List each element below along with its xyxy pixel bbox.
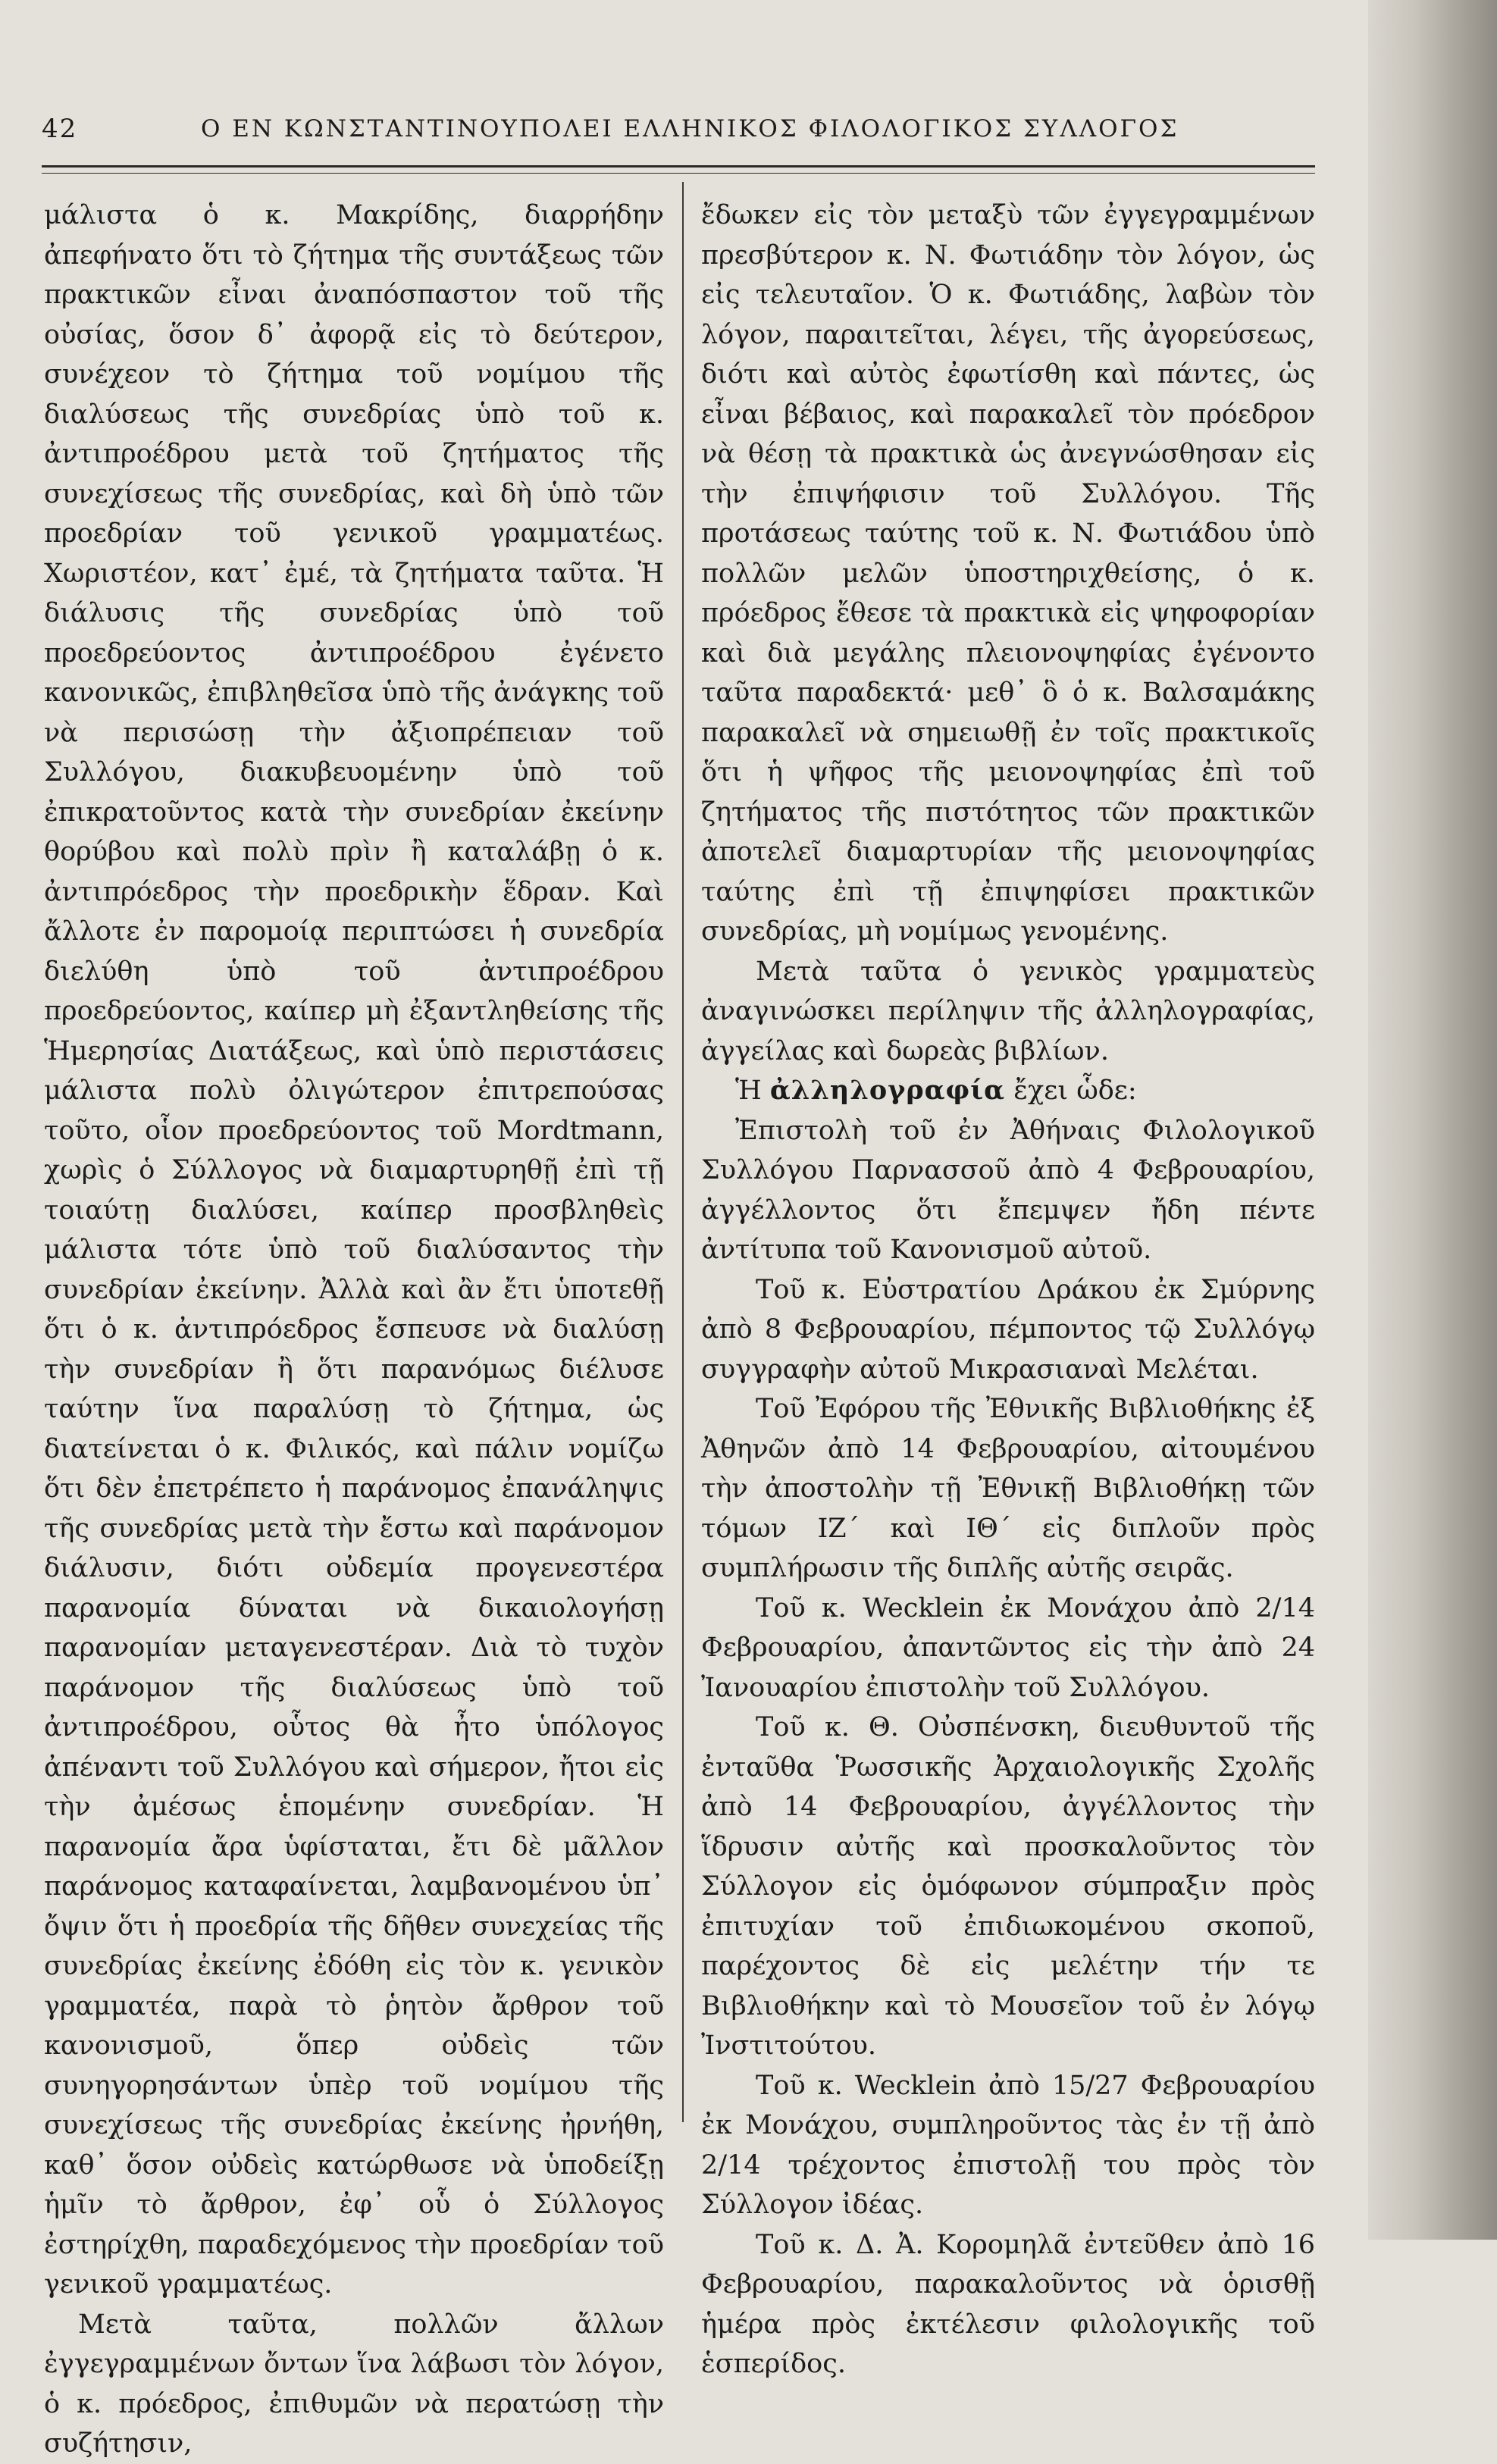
page-header [42, 106, 1315, 152]
paragraph: ἔδωκεν εἰς τὸν μεταξὺ τῶν ἐγγεγραμμένων πρεσβύτερον κ. Ν. Φωτιάδην τὸν λόγον, ὡς εἰς τελευταῖον. Ὁ κ. Φωτιάδης, λαβὼν τὸν λόγον, παραιτεῖται, λέγει, τῆς ἀγορεύσεως, διότι καὶ αὐτὸς ἐφωτίσθη καὶ πάντες, ὡς εἶναι βέβαιος, καὶ παρακαλεῖ τὸν πρόεδρον νὰ θέσῃ τὰ πρακτικὰ ὡς ἀνεγνώσθησαν εἰς τὴν ἐπιψήφισιν τοῦ Συλλόγου. Τῆς προτάσεως ταύτης τοῦ κ. Ν. Φωτιάδου ὑπὸ πολλῶν μελῶν ὑποστηριχθείσης, ὁ κ. πρόεδρος ἔθεσε τὰ πρακτικὰ εἰς ψηφοφορίαν καὶ διὰ μεγάλης πλειονοψηφίας ἐγένοντο ταῦτα παραδεκτά· μεθ᾽ ὃ ὁ κ. Βαλσαμάκης παρακαλεῖ νὰ σημειωθῇ ἐν τοῖς πρακτικοῖς ὅτι ἡ ψῆφος τῆς μειονοψηφίας ἐπὶ τοῦ ζητήματος τῆς πιστότητος τῶν πρακτικῶν ἀποτελεῖ διαμαρτυρίαν τῆς μειονοψηφίας ταύτης ἐπὶ τῇ ἐπιψηφίσει πρακτικῶν συνεδρίας, μὴ νομίμως γενομένης. [701, 200, 1315, 947]
paragraph: Μετὰ ταῦτα, πολλῶν ἄλλων ἐγγεγραμμένων ὄντων ἵνα λάβωσι τὸν λόγον, ὁ κ. πρόεδρος, ἐπιθυμῶν νὰ περατώσῃ τὴν συζήτησιν, [44, 2309, 664, 2459]
paragraph: Τοῦ κ. Wecklein ἐκ Μονάχου ἀπὸ 2/14 Φεβρουαρίου, ἀπαντῶντος εἰς τὴν ἀπὸ 24 Ἰανουαρίου ἐπιστολὴν τοῦ Συλλόγου. [701, 1592, 1315, 1703]
header-rule [42, 165, 1315, 168]
left-column [44, 196, 664, 2464]
running-title: Ο ΕΝ ΚΩΝΣΤΑΝΤΙΝΟΥΠΟΛΕΙ ΕΛΛΗΝΙΚΟΣ ΦΙΛΟΛΟΓΙΚΟΣ ΣΥΛΛΟΓΟΣ [201, 115, 1179, 142]
header-rule-thin [42, 173, 1315, 174]
paragraph: Τοῦ κ. Wecklein ἀπὸ 15/27 Φεβρουαρίου ἐκ Μονάχου, συμπληροῦντος τὰς ἐν τῇ ἀπὸ 2/14 τρέχοντος ἐπιστολῇ του πρὸς τὸν Σύλλογον ἰδέας. [701, 2070, 1315, 2220]
page-number: 42 [42, 114, 78, 144]
paragraph: Ἐπιστολὴ τοῦ ἐν Ἀθήναις Φιλολογικοῦ Συλλόγου Παρνασσοῦ ἀπὸ 4 Φεβρουαρίου, ἀγγέλλοντος ὅτι ἔπεμψεν ἤδη πέντε ἀντίτυπα τοῦ Κανονισμοῦ αὐτοῦ. [701, 1115, 1315, 1265]
correspondence-heading [701, 1071, 1315, 1111]
paragraph: Τοῦ κ. Εὐστρατίου Δράκου ἐκ Σμύρνης ἀπὸ 8 Φεβρουαρίου, πέμποντος τῷ Συλλόγῳ συγγραφὴν αὐτοῦ Μικρασιαναὶ Μελέται. [701, 1274, 1315, 1385]
paragraph: Τοῦ κ. Δ. Ἀ. Κορομηλᾶ ἐντεῦθεν ἀπὸ 16 Φεβρουαρίου, παρακαλοῦντος νὰ ὁρισθῇ ἡμέρα πρὸς ἐκτέλεσιν φιλολογικῆς τοῦ ἑσπερίδος. [701, 2229, 1315, 2379]
book-spine-shadow [1368, 0, 1497, 2240]
paragraph: Τοῦ Ἐφόρου τῆς Ἐθνικῆς Βιβλιοθήκης ἐξ Ἀθηνῶν ἀπὸ 14 Φεβρουαρίου, αἰτουμένου τὴν ἀποστολὴν τῇ Ἐθνικῇ Βιβλιοθήκῃ τῶν τόμων ΙΖ´ καὶ ΙΘ´ εἰς διπλοῦν πρὸς συμπλήρωσιν τῆς διπλῆς αὐτῆς σειρᾶς. [701, 1394, 1315, 1583]
heading-rest: ἔχει ὧδε: [1013, 1075, 1137, 1106]
paragraph: Τοῦ κ. Θ. Οὐσπένσκη, διευθυντοῦ τῆς ἐνταῦθα Ῥωσσικῆς Ἀρχαιολογικῆς Σχολῆς ἀπὸ 14 Φεβρουαρίου, ἀγγέλλοντος τὴν ἵδρυσιν αὐτῆς καὶ προσκαλοῦντος τὸν Σύλλογον εἰς ὁμόφωνον σύμπραξιν πρὸς ἐπιτυχίαν τοῦ ἐπιδιωκομένου σκοποῦ, παρέχοντος δὲ εἰς μελέτην τήν τε Βιβλιοθήκην καὶ τὸ Μουσεῖον τοῦ ἐν λόγῳ Ἰνστιτούτου. [701, 1712, 1315, 2061]
paragraph: Μετὰ ταῦτα ὁ γενικὸς γραμματεὺς ἀναγινώσκει περίληψιν τῆς ἀλληλογραφίας, ἀγγείλας καὶ δωρεὰς βιβλίων. [701, 956, 1315, 1066]
right-column [701, 196, 1315, 2384]
heading-article: Ἡ [735, 1075, 762, 1106]
column-divider [682, 182, 684, 2122]
paragraph: μάλιστα ὁ κ. Μακρίδης, διαρρήδην ἀπεφήνατο ὅτι τὸ ζήτημα τῆς συντάξεως τῶν πρακτικῶν εἶναι ἀναπόσπαστον τοῦ τῆς οὐσίας, ὅσον δ᾽ ἀφορᾷ εἰς τὸ δεύτερον, συνέχεον τὸ ζήτημα τοῦ νομίμου τῆς διαλύσεως τῆς συνεδρίας ὑπὸ τοῦ κ. ἀντιπροέδρου μετὰ τοῦ ζητήματος τῆς συνεχίσεως τῆς συνεδρίας, καὶ δὴ ὑπὸ τῶν προεδρίαν τοῦ γενικοῦ γραμματέως. Χωριστέον, κατ᾽ ἐμέ, τὰ ζητήματα ταῦτα. Ἡ διάλυσις τῆς συνεδρίας ὑπὸ τοῦ προεδρεύοντος ἀντιπροέδρου ἐγένετο κανονικῶς, ἐπιβληθεῖσα ὑπὸ τῆς ἀνάγκης τοῦ νὰ περισώσῃ τὴν ἀξιοπρέπειαν τοῦ Συλλόγου, διακυβευομένην ὑπὸ τοῦ ἐπικρατοῦντος κατὰ τὴν συνεδρίαν ἐκείνην θορύβου καὶ πολὺ πρὶν ἢ καταλάβῃ ὁ κ. ἀντιπρόεδρος τὴν προεδρικὴν ἕδραν. Καὶ ἄλλοτε ἐν παρομοίᾳ περιπτώσει ἡ συνεδρία διελύθη ὑπὸ τοῦ ἀντιπροέδρου προεδρεύοντος, καίπερ μὴ ἐξαντληθείσης τῆς Ἡμερησίας Διατάξεως, καὶ ὑπὸ περιστάσεις μάλιστα πολὺ ὀλιγώτερον ἐπιτρεπούσας τοῦτο, οἷον προεδρεύοντος τοῦ Mordtmann, χωρὶς ὁ Σύλλογος νὰ διαμαρτυρηθῇ ἐπὶ τῇ τοιαύτῃ διαλύσει, καίπερ προσβληθεὶς μάλιστα τότε ὑπὸ τοῦ διαλύσαντος τὴν συνεδρίαν ἐκείνην. Ἀλλὰ καὶ ἂν ἔτι ὑποτεθῇ ὅτι ὁ κ. ἀντιπρόεδρος ἔσπευσε νὰ διαλύσῃ τὴν συνεδρίαν ἢ ὅτι παρανόμως διέλυσε ταύτην ἵνα παραλύσῃ τὸ ζήτημα, ὡς διατείνεται ὁ κ. Φιλικός, καὶ πάλιν νομίζω ὅτι δὲν ἐπετρέπετο ἡ παράνομος ἐπανάληψις τῆς συνεδρίας μετὰ τὴν ἔστω καὶ παράνομον διάλυσιν, διότι οὐδεμία προγενεστέρα παρανομία δύναται νὰ δικαιολογήσῃ παρανομίαν μεταγενεστέραν. Διὰ τὸ τυχὸν παράνομον τῆς διαλύσεως ὑπὸ τοῦ ἀντιπροέδρου, οὗτος θὰ ἦτο ὑπόλογος ἀπέναντι τοῦ Συλλόγου καὶ σήμερον, ἤτοι εἰς τὴν ἀμέσως ἑπομένην συνεδρίαν. Ἡ παρανομία ἄρα ὑφίσταται, ἔτι δὲ μᾶλλον παράνομος καταφαίνεται, λαμβανομένου ὑπ᾽ ὄψιν ὅτι ἡ προεδρία τῆς δῆθεν συνεχείας τῆς συνεδρίας ἐκείνης ἐδόθη εἰς τὸν κ. γενικὸν γραμματέα, παρὰ τὸ ῥητὸν ἄρθρον τοῦ κανονισμοῦ, ὅπερ οὐδεὶς τῶν συνηγορησάντων ὑπὲρ τοῦ νομίμου τῆς συνεχίσεως τῆς συνεδρίας ἐκείνης ἠρνήθη, καθ᾽ ὅσον οὐδεὶς κατώρθωσε νὰ ὑποδείξῃ ἡμῖν τὸ ἄρθρον, ἐφ᾽ οὗ ὁ Σύλλογος ἐστηρίχθη, παραδεχόμενος τὴν προεδρίαν τοῦ γενικοῦ γραμματέως. [44, 200, 664, 2300]
heading-bold-word: ἀλληλογραφία [769, 1075, 1006, 1106]
